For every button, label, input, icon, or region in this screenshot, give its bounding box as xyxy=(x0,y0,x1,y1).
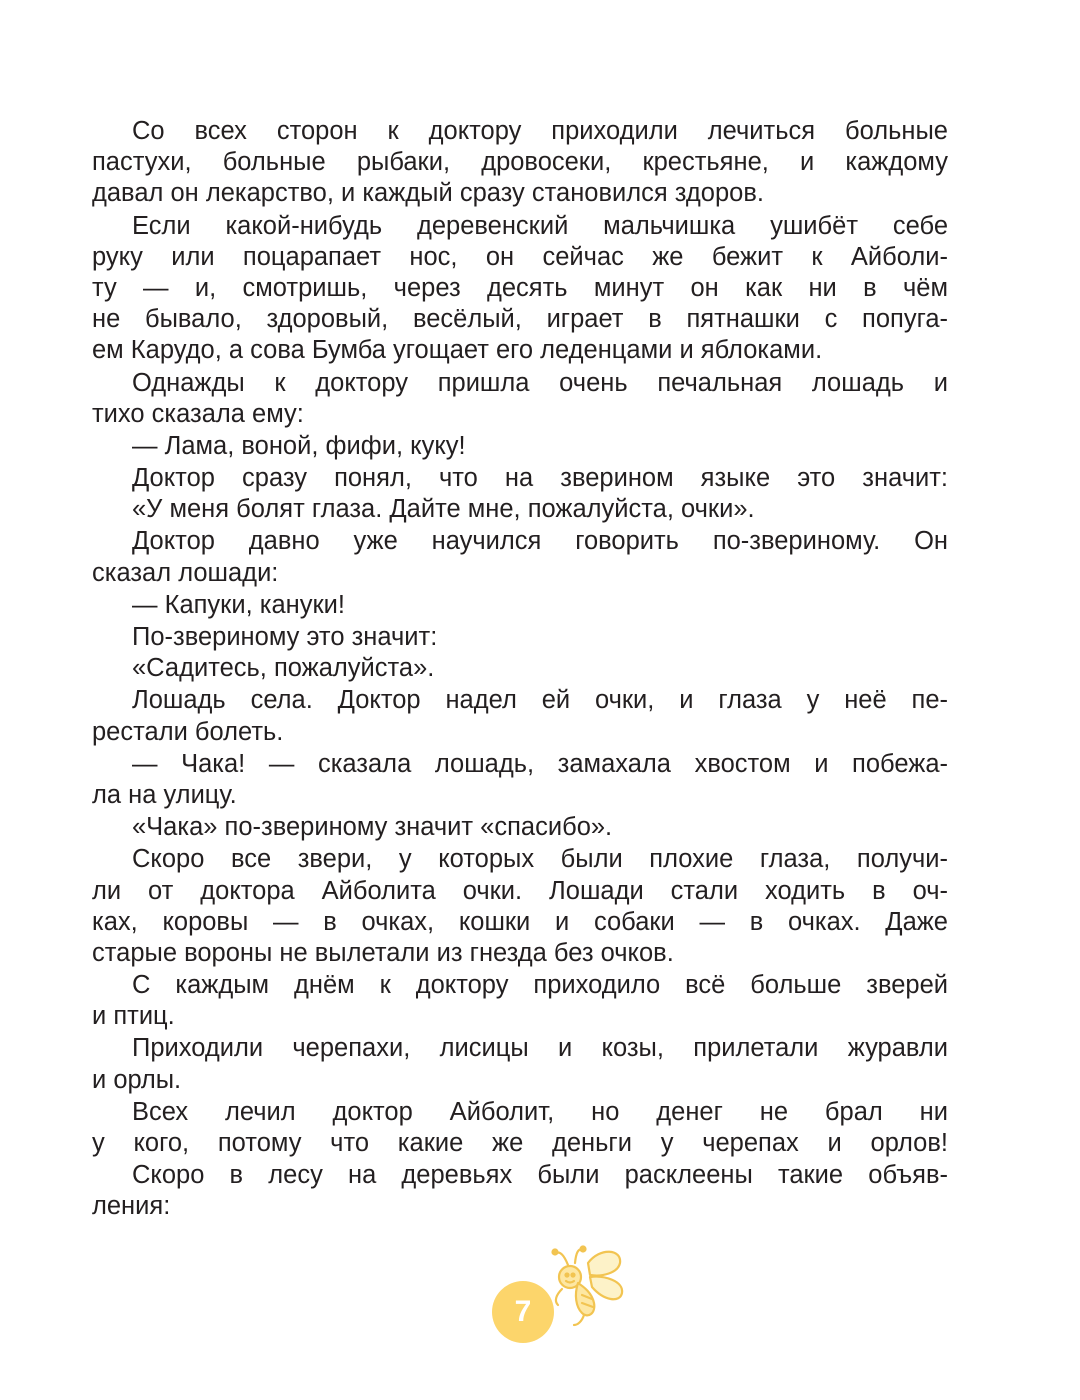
text-line: «Чака» по-звериному значит «спасибо». xyxy=(132,813,613,842)
text-line: Скоро все звери, у которых были плохие глаза, получи- xyxy=(132,845,948,874)
text-line: сказал лошади: xyxy=(92,558,279,587)
text-line: и птиц. xyxy=(92,1002,175,1031)
text-line: тихо сказала ему: xyxy=(92,399,304,428)
bee-icon xyxy=(548,1243,628,1328)
text-line: — Лама, воной, фифи, куку! xyxy=(132,431,466,460)
text-line: «У меня болят глаза. Дайте мне, пожалуйста, очки». xyxy=(132,495,755,524)
text-line: у кого, потому что какие же деньги у черепах и орлов! xyxy=(92,1129,948,1157)
text-line: — Капуки, кануки! xyxy=(132,590,345,619)
text-line: — Чака! — сказала лошадь, замахала хвостом и побежа- xyxy=(132,749,948,778)
text-line: руку или поцарапает нос, он сейчас же бежит к Айболи- xyxy=(92,242,948,271)
text-line: С каждым днём к доктору приходило всё больше зверей xyxy=(132,971,948,1000)
text-line: ли от доктора Айболита очки. Лошади стали ходить в оч- xyxy=(92,876,948,905)
text-line: рестали болеть. xyxy=(92,717,284,746)
text-line: ла на улицу. xyxy=(92,780,237,809)
page-number: 7 xyxy=(492,1281,554,1343)
text-line: Со всех сторон к доктору приходили лечиться больные xyxy=(132,117,948,145)
text-line: Всех лечил доктор Айболит, но денег не брал ни xyxy=(132,1097,948,1126)
text-line: Доктор сразу понял, что на зверином языке это значит: xyxy=(132,464,948,493)
text-line: По-звериному это значит: xyxy=(132,623,438,651)
text-line: ту — и, смотришь, через десять минут он как ни в чём xyxy=(92,273,948,302)
text-line: старые вороны не вылетали из гнезда без очков. xyxy=(92,938,674,967)
text-line: Если какой-нибудь деревенский мальчишка ушибёт себе xyxy=(132,211,948,240)
text-line: пастухи, больные рыбаки, дровосеки, крестьяне, и каждому xyxy=(92,148,948,177)
text-line: и орлы. xyxy=(92,1065,182,1094)
text-line: Приходили черепахи, лисицы и козы, прилетали журавли xyxy=(132,1034,948,1063)
text-line: Доктор давно уже научился говорить по-звериному. Он xyxy=(132,527,948,556)
text-line: давал он лекарство, и каждый сразу становился здоров. xyxy=(92,179,764,208)
text-line: Однажды к доктору пришла очень печальная лошадь и xyxy=(132,368,948,397)
text-line: Лошадь села. Доктор надел ей очки, и глаза у неё пе- xyxy=(132,686,948,715)
text-line: ках, коровы — в очках, кошки и собаки — в очках. Даже xyxy=(92,907,948,936)
text-line: «Садитесь, пожалуйста». xyxy=(132,654,435,683)
text-line: ем Карудо, а сова Бумба угощает его леденцами и яблоками. xyxy=(92,336,823,365)
text-line: не бывало, здоровый, весёлый, играет в пятнашки с попуга- xyxy=(92,305,948,334)
text-line: Скоро в лесу на деревьях были расклеены такие объяв- xyxy=(132,1161,948,1190)
story-text xyxy=(92,116,948,1223)
text-line: ления: xyxy=(92,1192,171,1221)
